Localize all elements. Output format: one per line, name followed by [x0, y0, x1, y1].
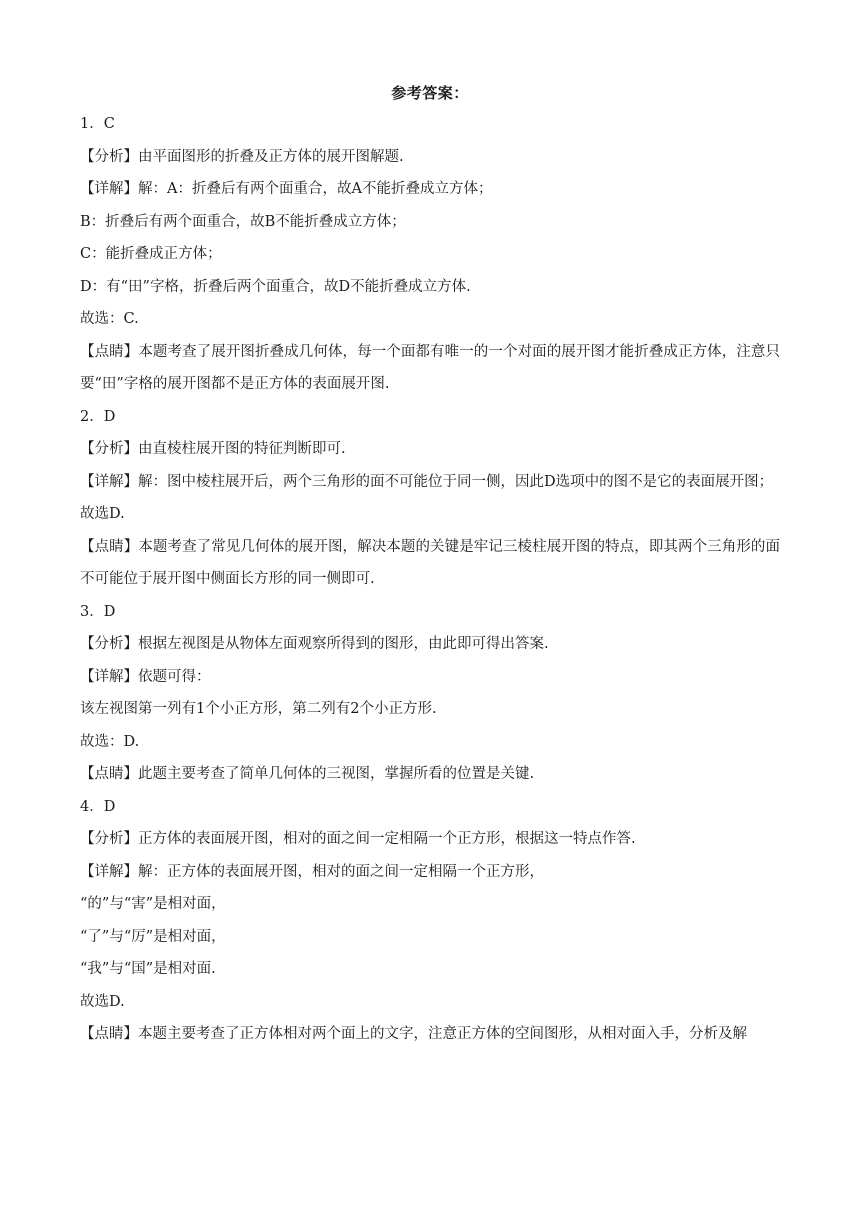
answer-1-detail-d: D：有“田”字格，折叠后两个面重合，故D不能折叠成立方体. [80, 278, 471, 295]
answer-content [80, 108, 780, 1051]
answer-1-detail: 【详解】解：A：折叠后有两个面重合，故A不能折叠成立方体； [80, 181, 493, 197]
answer-1-analysis: 【分析】由平面图形的折叠及正方体的展开图解题. [80, 148, 404, 165]
answer-4-pair-1: “的”与“害”是相对面， [80, 896, 226, 912]
answer-4-choice: 故选D. [80, 993, 125, 1010]
answer-4-pair-3: “我”与“国”是相对面. [80, 961, 216, 977]
answer-4-detail: 【详解】解：正方体的表面展开图，相对的面之间一定相隔一个正方形， [80, 863, 544, 880]
answer-1-detail-b: B：折叠后有两个面重合，故B不能折叠成立方体； [80, 213, 406, 230]
answer-2-analysis: 【分析】由直棱柱展开图的特征判断即可. [80, 441, 346, 457]
answer-3-analysis: 【分析】根据左视图是从物体左面观察所得到的图形，由此即可得出答案. [80, 636, 549, 652]
answer-3-detail: 【详解】依题可得： [80, 668, 211, 685]
answer-4-pair-2: “了”与“厉”是相对面， [80, 928, 226, 945]
answer-3-number: 3．D [80, 603, 116, 620]
answer-3-comment: 【点睛】此题主要考查了简单几何体的三视图，掌握所看的位置是关键. [80, 766, 535, 782]
answer-2-number: 2．D [80, 408, 116, 425]
answer-1-number: 1．C [80, 116, 115, 132]
answer-3-choice: 故选：D. [80, 733, 140, 750]
answer-1-comment: 【点睛】本题考查了展开图折叠成几何体，每一个面都有唯一的一个对面的展开图才能折叠成正方体，注意只要“田”字格的展开图都不是正方体的表面展开图. [80, 343, 780, 392]
answer-1-choice: 故选：C. [80, 311, 139, 327]
page-title: 参考答案： [391, 84, 469, 102]
answer-4-analysis: 【分析】正方体的表面展开图，相对的面之间一定相隔一个正方形，根据这一特点作答. [80, 831, 636, 847]
answer-4-number: 4．D [80, 798, 116, 815]
answer-2-comment: 【点睛】本题考查了常见几何体的展开图，解决本题的关键是牢记三棱柱展开图的特点，即其两个三角形的面不可能位于展开图中侧面长方形的同一侧即可. [80, 538, 780, 587]
answer-4-comment: 【点睛】本题主要考查了正方体相对两个面上的文字，注意正方体的空间图形，从相对面入手，分析及解 [80, 1026, 747, 1042]
answer-1-detail-c: C：能折叠成正方体； [80, 246, 222, 262]
answer-2-detail: 【详解】解：图中棱柱展开后，两个三角形的面不可能位于同一侧，因此D选项中的图不是它的表面展开图； [80, 473, 774, 490]
answer-3-detail-body: 该左视图第一列有1个小正方形，第二列有2个小正方形. [80, 701, 437, 717]
answer-2-choice: 故选D. [80, 506, 125, 522]
